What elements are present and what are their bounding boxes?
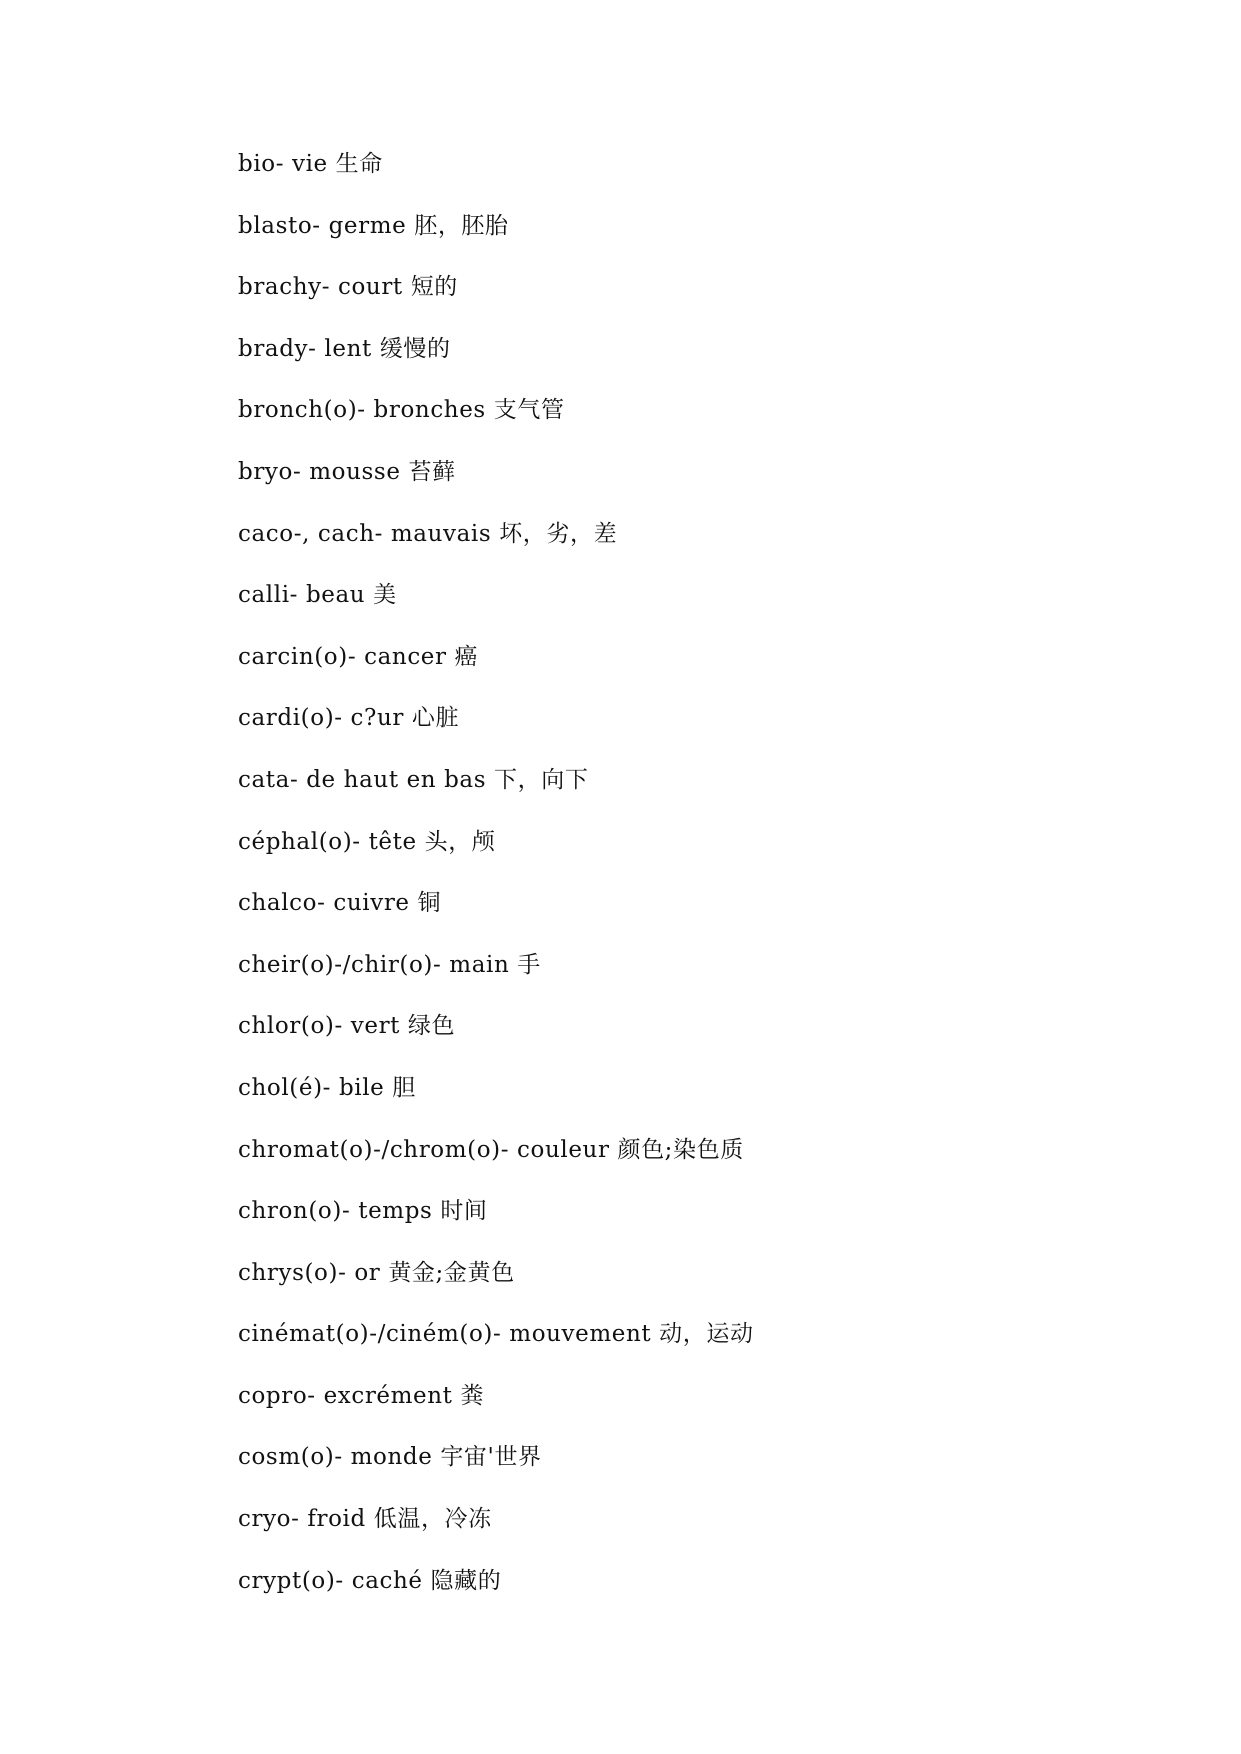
entry-text: blasto- germe 胚，胚胎 <box>238 212 509 239</box>
entry-text: cinémat(o)-/ciném(o)- mouvement 动，运动 <box>238 1321 754 1348</box>
entry-text: cryo- froid 低温，冷冻 <box>238 1506 492 1533</box>
prefix-entry <box>238 454 754 516</box>
entry-text: cardi(o)- c?ur 心脏 <box>238 705 460 732</box>
prefix-entry <box>238 1563 754 1625</box>
entry-text: cosm(o)- monde 宇宙'世界 <box>238 1444 542 1471</box>
prefix-entry <box>238 269 754 331</box>
entry-text: bryo- mousse 苔藓 <box>238 458 456 485</box>
prefix-entry <box>238 208 754 270</box>
prefix-entry <box>238 1008 754 1070</box>
entry-text: céphal(o)- tête 头，颅 <box>238 828 496 855</box>
prefix-entry <box>238 885 754 947</box>
entry-text: chron(o)- temps 时间 <box>238 1198 488 1225</box>
prefix-entry <box>238 1316 754 1378</box>
entry-text: brady- lent 缓慢的 <box>238 335 451 362</box>
prefix-entry <box>238 516 754 578</box>
entry-text: bio- vie 生命 <box>238 151 383 177</box>
entry-text: chol(é)- bile 胆 <box>238 1074 416 1101</box>
prefix-entry <box>238 1439 754 1501</box>
entry-text: carcin(o)- cancer 癌 <box>238 643 479 670</box>
entry-text: chlor(o)- vert 绿色 <box>238 1013 456 1040</box>
prefix-entry <box>238 824 754 886</box>
prefix-entry <box>238 146 754 208</box>
prefix-entry <box>238 762 754 824</box>
entry-text: copro- excrément 粪 <box>238 1382 485 1409</box>
entry-text: chrys(o)- or 黄金;金黄色 <box>238 1259 515 1286</box>
entry-text: cata- de haut en bas 下，向下 <box>238 766 589 793</box>
entry-text: bronch(o)- bronches 支气管 <box>238 397 565 424</box>
prefix-entry <box>238 1501 754 1563</box>
prefix-entry <box>238 392 754 454</box>
entry-text: crypt(o)- caché 隐藏的 <box>238 1567 502 1594</box>
prefix-entry <box>238 1378 754 1440</box>
entry-text: chromat(o)-/chrom(o)- couleur 颜色;染色质 <box>238 1136 744 1163</box>
prefix-entry <box>238 947 754 1009</box>
entry-text: brachy- court 短的 <box>238 274 458 301</box>
entry-text: cheir(o)-/chir(o)- main 手 <box>238 951 541 978</box>
prefix-entry <box>238 1193 754 1255</box>
entry-text: caco-, cach- mauvais 坏，劣，差 <box>238 520 618 547</box>
entry-text: chalco- cuivre 铜 <box>238 890 442 917</box>
prefix-entry <box>238 1132 754 1194</box>
prefix-entry <box>238 331 754 393</box>
entry-text: calli- beau 美 <box>238 582 397 609</box>
prefix-list <box>238 146 754 1624</box>
prefix-entry <box>238 577 754 639</box>
prefix-entry <box>238 639 754 701</box>
prefix-entry <box>238 700 754 762</box>
prefix-entry <box>238 1255 754 1317</box>
prefix-entry <box>238 1070 754 1132</box>
